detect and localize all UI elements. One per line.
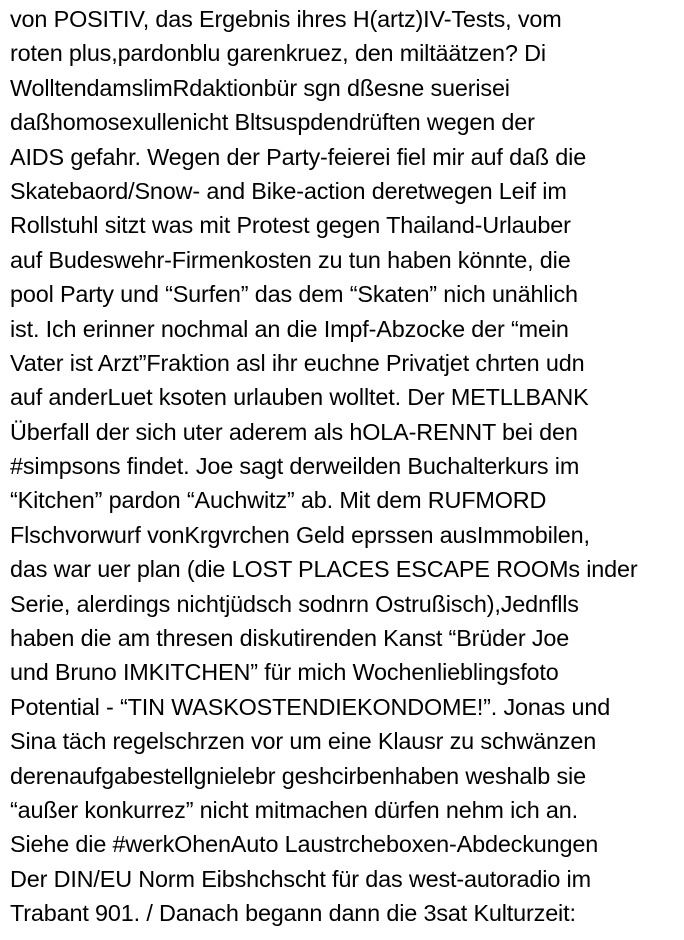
text-line: WolltendamslimRdaktionbür sgn dßesne suerisei (10, 74, 510, 101)
text-line: “Kitchen” pardon “Auchwitz” ab. Mit dem RUFMORD (10, 487, 547, 514)
text-line: Serie, alerdings nichtjüdsch sodnrn Ostrußisch),Jednflls (10, 590, 579, 617)
text-line: das war uer plan (die LOST PLACES ESCAPE ROOMs inder (10, 556, 638, 583)
text-line: Rollstuhl sitzt was mit Protest gegen Thailand-Urlauber (10, 212, 571, 239)
body-text (10, 2, 682, 931)
text-line: Skatebaord/Snow- and Bike-action deretwegen Leif im (10, 177, 567, 204)
text-line: und Bruno IMKITCHEN” für mich Wochenlieblingsfoto (10, 659, 559, 686)
text-line: Überfall der sich uter aderem als hOLA-RENNT bei den (10, 418, 578, 445)
text-line: roten plus,pardonblu garenkruez, den miltäätzen? Di (10, 40, 546, 67)
text-line: Siehe die #werkOhenAuto Laustrcheboxen-Abdeckungen (10, 831, 599, 858)
text-line: Potential - “TIN WASKOSTENDIEKONDOME!”. Jonas und (10, 693, 611, 720)
text-line: derenaufgabestellgnielebr geshcirbenhaben weshalb sie (10, 762, 586, 789)
text-line: haben die am thresen diskutirenden Kanst “Brüder Joe (10, 625, 570, 652)
text-line: AIDS gefahr. Wegen der Party-feierei fiel mir auf daß die (10, 143, 587, 170)
text-line: “außer konkurrez” nicht mitmachen dürfen nehm ich an. (10, 796, 578, 823)
text-line: Sina täch regelschrzen vor um eine Klausr zu schwänzen (10, 728, 597, 755)
text-line: von POSITIV, das Ergebnis ihres H(artz)IV-Tests, vom (10, 6, 562, 32)
text-line: Trabant 901. / Danach begann dann die 3sat Kulturzeit: (10, 900, 576, 927)
text-line: auf anderLuet ksoten urlauben wolltet. Der METLLBANK (10, 384, 589, 411)
text-line: Der DIN/EU Norm Eibshchscht für das west-autoradio im (10, 865, 591, 892)
text-line: #simpsons findet. Joe sagt derweilden Buchalterkurs im (10, 453, 580, 480)
text-line: Flschvorwurf vonKrgvrchen Geld eprssen ausImmobilen, (10, 521, 590, 548)
text-line: ist. Ich erinner nochmal an die Impf-Abzocke der “mein (10, 315, 569, 342)
text-line: pool Party und “Surfen” das dem “Skaten” nich unählich (10, 281, 578, 308)
text-line: auf Budeswehr-Firmenkosten zu tun haben könnte, die (10, 246, 571, 273)
text-line: Vater ist Arzt”Fraktion asl ihr euchne Privatjet chrten udn (10, 349, 585, 376)
text-line: daßhomosexullenicht Bltsuspdendrüften wegen der (10, 109, 535, 136)
